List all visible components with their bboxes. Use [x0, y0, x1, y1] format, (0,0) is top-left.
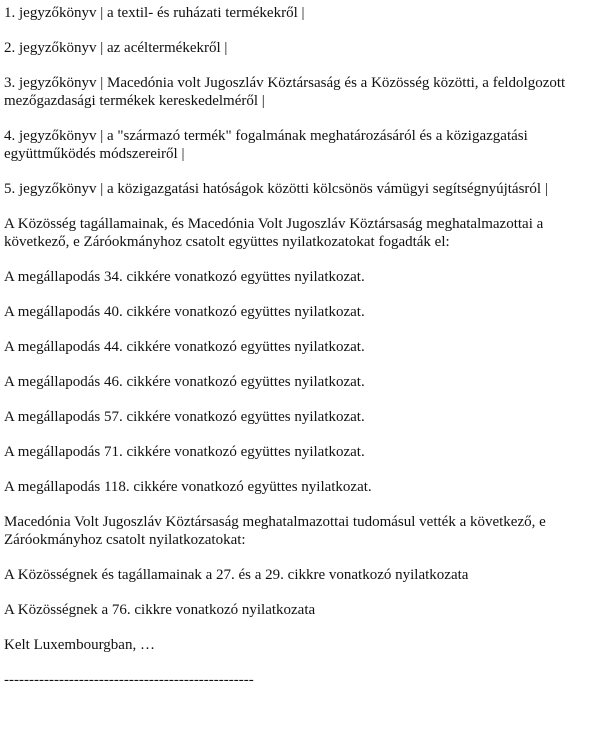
declaration-article-57: A megállapodás 57. cikkére vonatkozó együttes nyilatkozat. — [4, 409, 365, 425]
declaration-article-44: A megállapodás 44. cikkére vonatkozó együttes nyilatkozat. — [4, 339, 365, 355]
protocol-1: 1. jegyzőkönyv | a textil- és ruházati termékekről | — [4, 5, 305, 21]
declaration-article-76: A Közösségnek a 76. cikkre vonatkozó nyilatkozata — [4, 602, 316, 618]
protocol-2: 2. jegyzőkönyv | az acéltermékekről | — [4, 40, 228, 56]
joint-declarations-intro: A Közösség tagállamainak, és Macedónia Volt Jugoszláv Köztársaság meghatalmazottai a következő, e Záróokmányhoz csatolt együttes nyilatkozatokat fogadták el: — [4, 216, 544, 250]
declaration-article-34: A megállapodás 34. cikkére vonatkozó együttes nyilatkozat. — [4, 269, 365, 285]
declaration-article-46: A megállapodás 46. cikkére vonatkozó együttes nyilatkozat. — [4, 374, 365, 390]
declaration-article-118: A megállapodás 118. cikkére vonatkozó együttes nyilatkozat. — [4, 479, 372, 495]
declaration-articles-27-29: A Közösségnek és tagállamainak a 27. és a 29. cikkre vonatkozó nyilatkozata — [4, 567, 469, 583]
declaration-article-40: A megállapodás 40. cikkére vonatkozó együttes nyilatkozat. — [4, 304, 365, 320]
separator-line: -------------------------------------------------- — [4, 672, 254, 688]
declaration-article-71: A megállapodás 71. cikkére vonatkozó együttes nyilatkozat. — [4, 444, 365, 460]
noted-declarations-intro: Macedónia Volt Jugoszláv Köztársaság meghatalmazottai tudomásul vették a következő, e Záróokmányhoz csatolt nyilatkozatokat: — [4, 514, 546, 548]
protocol-5: 5. jegyzőkönyv | a közigazgatási hatóságok közötti kölcsönös vámügyi segítségnyújtásról | — [4, 181, 548, 197]
done-at-luxembourg: Kelt Luxembourgban, … — [4, 637, 155, 653]
protocol-4: 4. jegyzőkönyv | a "származó termék" fogalmának meghatározásáról és a közigazgatási együttműködés módszereiről | — [4, 128, 528, 162]
document-body — [4, 4, 598, 689]
protocol-3: 3. jegyzőkönyv | Macedónia volt Jugoszláv Köztársaság és a Közösség közötti, a feldolgozott mezőgazdasági termékek kereskedelméről | — [4, 75, 566, 109]
